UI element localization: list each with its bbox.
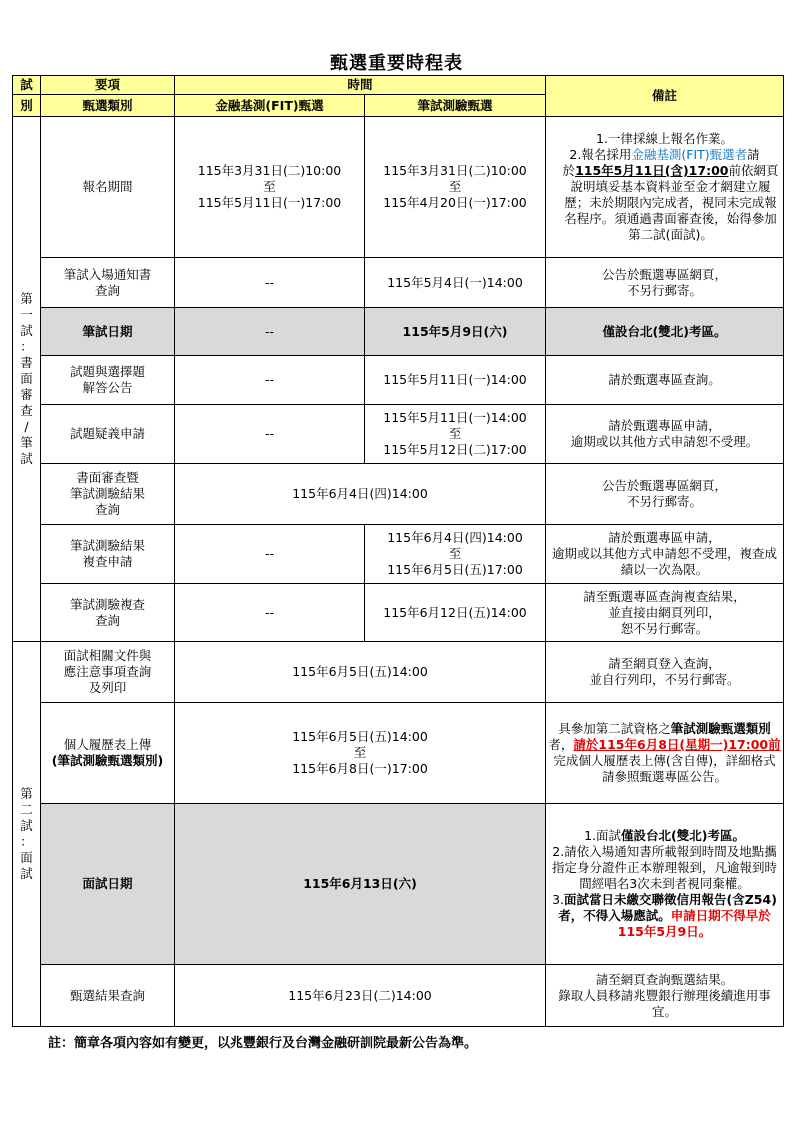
header-row-1 (13, 76, 784, 95)
table-row (13, 405, 784, 464)
header-stage-top: 試 (13, 76, 41, 95)
table-row (13, 258, 784, 308)
fit-time-cell: 115年3月31日(二)10:00 至 115年5月11日(一)17:00 (175, 117, 365, 258)
merged-time-cell: 115年6月13日(六) (175, 804, 546, 965)
header-type: 甄選類別 (41, 95, 175, 117)
written-time-cell: 115年6月4日(四)14:00 至 115年6月5日(五)17:00 (365, 525, 546, 584)
page-title: 甄選重要時程表 (330, 53, 463, 74)
note-cell: 請於甄選專區查詢。 (546, 356, 784, 405)
note-cell: 公告於甄選專區網頁， 不另行郵寄。 (546, 258, 784, 308)
header-time: 時間 (175, 76, 546, 95)
note-cell: 具參加第二試資格之筆試測驗甄選類別者，請於115年6月8日(星期一)17:00前完成個人履歷表上傳(含自傳)，詳細格式請參照甄選專區公告。 (546, 703, 784, 804)
table-row (13, 464, 784, 525)
fit-time-cell: -- (175, 308, 365, 356)
fit-time-cell: -- (175, 258, 365, 308)
table-row (13, 584, 784, 642)
note-cell: 請於甄選專區申請， 逾期或以其他方式申請恕不受理，複查成績以一次為限。 (546, 525, 784, 584)
header-fit: 金融基測(FIT)甄選 (175, 95, 365, 117)
item-cell: 筆試測驗複查 查詢 (41, 584, 175, 642)
written-time-cell: 115年3月31日(二)10:00 至 115年4月20日(一)17:00 (365, 117, 546, 258)
table-row (13, 525, 784, 584)
item-cell: 面試日期 (41, 804, 175, 965)
item-cell: 試題與選擇題 解答公告 (41, 356, 175, 405)
merged-time-cell: 115年6月5日(五)14:00 (175, 642, 546, 703)
written-time-cell: 115年5月11日(一)14:00 (365, 356, 546, 405)
written-time-cell: 115年5月11日(一)14:00 至 115年5月12日(二)17:00 (365, 405, 546, 464)
note-cell: 僅設台北(雙北)考區。 (546, 308, 784, 356)
item-cell: 報名期間 (41, 117, 175, 258)
note-cell: 請於甄選專區申請， 逾期或以其他方式申請恕不受理。 (546, 405, 784, 464)
merged-time-cell: 115年6月5日(五)14:00 至 115年6月8日(一)17:00 (175, 703, 546, 804)
note-cell: 請至甄選專區查詢複查結果， 並直接由網頁列印， 恕不另行郵寄。 (546, 584, 784, 642)
fit-time-cell: -- (175, 584, 365, 642)
fit-time-cell: -- (175, 405, 365, 464)
merged-time-cell: 115年6月4日(四)14:00 (175, 464, 546, 525)
table-row (13, 642, 784, 703)
item-cell: 筆試入場通知書 查詢 (41, 258, 175, 308)
schedule-table (12, 75, 784, 1027)
item-cell: 試題疑義申請 (41, 405, 175, 464)
table-row (13, 117, 784, 258)
table-row (13, 356, 784, 405)
fit-time-cell: -- (175, 525, 365, 584)
item-cell: 書面審查暨 筆試測驗結果 查詢 (41, 464, 175, 525)
item-cell: 筆試測驗結果 複查申請 (41, 525, 175, 584)
item-cell: 面試相關文件與 應注意事項查詢 及列印 (41, 642, 175, 703)
stage1-label: 第 一 試 ： 書 面 審 查 / 筆 試 (13, 117, 41, 642)
fit-time-cell: -- (175, 356, 365, 405)
header-written: 筆試測驗甄選 (365, 95, 546, 117)
footnote: 註：簡章各項內容如有變更，以兆豐銀行及台灣金融研訓院最新公告為準。 (48, 1036, 478, 1051)
merged-time-cell: 115年6月23日(二)14:00 (175, 965, 546, 1027)
stage2-label: 第 二 試 ： 面 試 (13, 642, 41, 1027)
written-time-cell: 115年6月12日(五)14:00 (365, 584, 546, 642)
note-cell: 請至網頁查詢甄選結果。 錄取人員移請兆豐銀行辦理後續進用事宜。 (546, 965, 784, 1027)
item-cell: 個人履歷表上傳 (筆試測驗甄選類別) (41, 703, 175, 804)
header-note: 備註 (546, 76, 784, 117)
note-cell: 1.面試僅設台北(雙北)考區。 2.請依入場通知書所載報到時間及地點攜指定身分證件正本辦理報到，凡逾報到時間經唱名3次未到者視同棄權。 3.面試當日未繳交聯徵信用報告(含Z54)者，不得入場應試。申請日期不得早於115年5月9日。 (546, 804, 784, 965)
note-cell: 公告於甄選專區網頁， 不另行郵寄。 (546, 464, 784, 525)
note-cell: 1.一律採線上報名作業。 2.報名採用金融基測(FIT)甄選者請 於115年5月11日(含)17:00前依網頁說明填妥基本資料並至金才網建立履歷；未於期限內完成者，視同未完成報名程序。須通過書面審查後，始得參加第二試(面試)。 (546, 117, 784, 258)
table-row (13, 703, 784, 804)
item-cell: 筆試日期 (41, 308, 175, 356)
header-item: 要項 (41, 76, 175, 95)
written-time-cell: 115年5月9日(六) (365, 308, 546, 356)
table-row (13, 308, 784, 356)
header-stage-bottom: 別 (13, 95, 41, 117)
table-row (13, 804, 784, 965)
written-time-cell: 115年5月4日(一)14:00 (365, 258, 546, 308)
table-row (13, 965, 784, 1027)
item-cell: 甄選結果查詢 (41, 965, 175, 1027)
note-cell: 請至網頁登入查詢， 並自行列印，不另行郵寄。 (546, 642, 784, 703)
